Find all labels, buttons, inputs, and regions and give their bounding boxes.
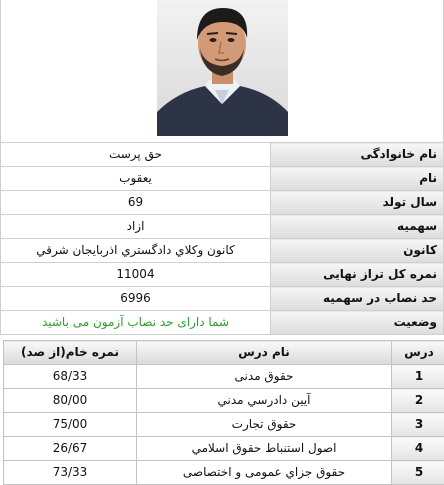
profile-value: 69 (1, 191, 271, 215)
person-photo-icon (157, 0, 288, 136)
header-course-name: نام درس (137, 341, 392, 365)
profile-row (1, 263, 444, 287)
course-name: اصول استنباط حقوق اسلامي (137, 437, 392, 461)
course-number: 1 (392, 365, 444, 389)
course-name: آيين دادرسي مدني (137, 389, 392, 413)
profile-value: 11004 (1, 263, 271, 287)
profile-row (1, 239, 444, 263)
course-name: حقوق جزاي عمومی و اختصاصی (137, 461, 392, 485)
course-score: 26/67 (4, 437, 137, 461)
profile-value: کانون وکلاي دادگستري اذربايجان شرقي (1, 239, 271, 263)
profile-label: نام (271, 167, 444, 191)
course-score: 80/00 (4, 389, 137, 413)
course-number: 2 (392, 389, 444, 413)
profile-label: سهمیه (271, 215, 444, 239)
course-number: 4 (392, 437, 444, 461)
table-row (4, 461, 444, 485)
profile-label: وضعیت (271, 311, 444, 335)
profile-label: نام خانوادگی (271, 143, 444, 167)
profile-value: شما دارای حد نصاب آزمون می باشید (1, 311, 271, 335)
profile-value: یعقوب (1, 167, 271, 191)
header-score: نمره خام(از صد) (4, 341, 137, 365)
header-course-number: درس (392, 341, 444, 365)
profile-value: ازاد (1, 215, 271, 239)
profile-label: سال تولد (271, 191, 444, 215)
profile-row (1, 311, 444, 335)
profile-table (0, 142, 444, 335)
candidate-photo (157, 0, 288, 136)
scores-table (3, 340, 444, 485)
course-number: 3 (392, 413, 444, 437)
profile-row (1, 167, 444, 191)
profile-row (1, 287, 444, 311)
profile-label: حد نصاب در سهمیه (271, 287, 444, 311)
profile-label: کانون (271, 239, 444, 263)
profile-value: حق پرست (1, 143, 271, 167)
table-row (4, 365, 444, 389)
profile-row (1, 215, 444, 239)
table-row (4, 389, 444, 413)
course-score: 73/33 (4, 461, 137, 485)
profile-row (1, 191, 444, 215)
table-row (4, 437, 444, 461)
course-score: 75/00 (4, 413, 137, 437)
profile-row (1, 143, 444, 167)
course-score: 68/33 (4, 365, 137, 389)
profile-value: 6996 (1, 287, 271, 311)
scores-header-row (4, 341, 444, 365)
course-number: 5 (392, 461, 444, 485)
course-name: حقوق تجارت (137, 413, 392, 437)
photo-area (0, 0, 444, 142)
table-row (4, 413, 444, 437)
course-name: حقوق مدنی (137, 365, 392, 389)
profile-label: نمره کل تراز نهایی (271, 263, 444, 287)
